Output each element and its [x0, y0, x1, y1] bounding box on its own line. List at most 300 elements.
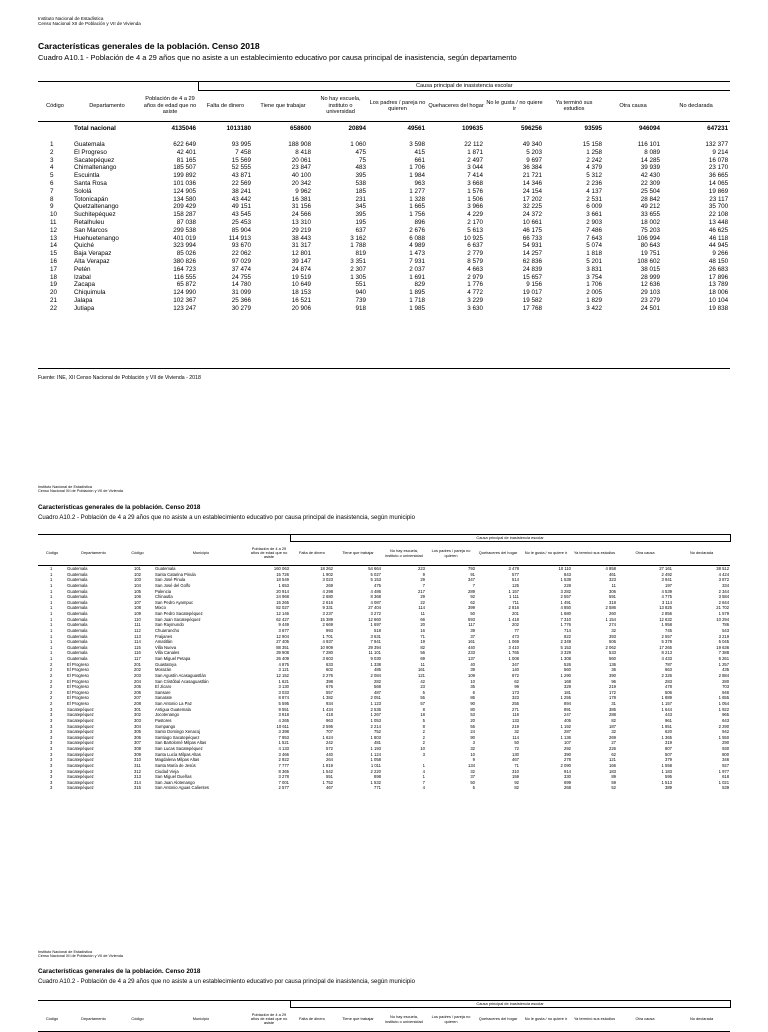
value-cell: 7 777 — [278, 762, 289, 768]
department-code-cell: 3 — [50, 762, 53, 768]
institution-name: Instituto Nacional de Estadística — [38, 16, 104, 21]
value-cell: 8 365 — [278, 768, 289, 774]
value-cell: 24 566 — [291, 211, 312, 219]
value-cell: 5 045 — [718, 639, 730, 645]
table-row — [38, 274, 730, 282]
value-cell: 62 — [611, 751, 616, 757]
value-cell: 219 — [512, 723, 519, 729]
value-cell: 54 664 — [368, 566, 381, 571]
value-cell: 4 875 — [278, 661, 289, 667]
value-cell: 385 — [609, 706, 616, 712]
value-cell: 66 733 — [522, 234, 543, 242]
municipio-code-cell: 309 — [134, 751, 141, 757]
value-cell: 287 — [564, 729, 571, 735]
value-cell: 269 — [609, 734, 616, 740]
department-code-cell: 2 — [50, 689, 53, 695]
value-cell: 49 151 — [231, 203, 252, 211]
value-cell: 4 087 — [370, 599, 381, 605]
value-cell: 24 874 — [291, 265, 312, 273]
value-cell: 8 874 — [278, 695, 289, 701]
value-cell: 1 788 — [350, 242, 367, 250]
department-cell: El Progreso — [67, 701, 89, 706]
value-cell: 81 165 — [176, 156, 197, 164]
municipio-cell: Santa Lucía Milpas Altas — [155, 751, 201, 757]
department-code-cell: 3 — [50, 706, 53, 712]
value-cell: 22 062 — [231, 250, 252, 258]
municipio-code-cell: 305 — [134, 729, 141, 735]
value-cell: 9 030 — [370, 656, 381, 661]
value-cell: 8 368 — [370, 594, 381, 600]
column-header: Quehaceres del hogar — [476, 542, 520, 566]
value-cell: 942 — [722, 729, 730, 735]
value-cell: 87 038 — [176, 218, 197, 226]
department-cell: Suchitepéquez — [74, 211, 116, 219]
value-cell: 1 267 — [370, 712, 381, 718]
value-cell: 22 569 — [231, 179, 252, 187]
value-cell: 124 905 — [173, 187, 197, 195]
value-cell: 223 — [418, 566, 425, 571]
value-cell: 255 — [512, 701, 519, 706]
department-cell: Escuintla — [74, 172, 100, 180]
value-cell: 8 089 — [644, 148, 661, 156]
value-cell: 399 — [468, 605, 475, 611]
value-cell: 560 — [609, 656, 616, 661]
value-cell: 2 586 — [605, 605, 616, 611]
value-cell: 39 939 — [640, 164, 661, 172]
value-cell: 347 — [468, 577, 475, 583]
value-cell: 24 839 — [522, 265, 543, 273]
value-cell: 289 — [468, 588, 475, 594]
value-cell: 39 — [470, 667, 475, 673]
value-cell: 2 005 — [586, 289, 603, 297]
value-cell: 49 212 — [640, 203, 661, 211]
value-cell: 1 058 — [370, 757, 381, 763]
value-cell: 3 398 — [278, 729, 289, 735]
value-cell: 161 — [468, 639, 475, 645]
department-cell: Jutiapa — [74, 304, 95, 312]
municipio-cell: Santo Domingo Xenacoj — [155, 729, 201, 735]
municipio-cell: Sansare — [155, 689, 171, 695]
value-cell: 440 — [468, 644, 475, 650]
value-cell: 745 — [665, 627, 672, 633]
value-cell: 1 154 — [605, 616, 616, 622]
value-cell: 2 — [422, 729, 425, 735]
value-cell: 59 — [611, 779, 616, 785]
value-cell: 271 — [512, 706, 519, 712]
value-cell: 4 937 — [322, 639, 333, 645]
code-cell: 22 — [50, 304, 58, 312]
value-cell: 75 203 — [640, 226, 661, 234]
department-cell: Guatemala — [67, 566, 88, 571]
code-cell: 18 — [50, 273, 58, 281]
value-cell: 36 — [611, 667, 616, 673]
value-cell: 3 478 — [508, 566, 519, 571]
municipio-code-cell: 117 — [134, 656, 141, 661]
table-row — [38, 188, 730, 196]
column-header: Departamento — [72, 91, 142, 122]
department-cell: Sacatepéquez — [74, 156, 115, 164]
value-cell: 10 104 — [708, 296, 729, 304]
value-cell: 24 154 — [522, 187, 543, 195]
municipio-cell: San Cristóbal Acasaguastlán — [155, 678, 209, 684]
value-cell: 17 265 — [659, 644, 672, 650]
value-cell: 7 953 — [278, 734, 289, 740]
municipio-cell: San Miguel Petapa — [155, 656, 191, 661]
value-cell: 290 — [722, 740, 730, 746]
municipio-cell: Santa Catarina Pinula — [155, 571, 196, 577]
value-cell: 3 162 — [350, 234, 367, 242]
value-cell: 72 — [514, 746, 519, 751]
value-cell: 1 706 — [586, 281, 603, 289]
value-cell: 927 — [722, 762, 730, 768]
department-cell: Sololá — [74, 187, 92, 195]
department-cell: Guatemala — [67, 588, 88, 594]
value-cell: 114 913 — [228, 234, 252, 242]
value-cell: 7 310 — [560, 616, 571, 622]
value-cell: 1 665 — [409, 203, 426, 211]
value-cell: 1 053 — [370, 717, 381, 723]
value-cell: 2 616 — [322, 599, 333, 605]
value-cell: 5 — [472, 785, 475, 791]
municipio-cell: San Pedro Ayampuc — [155, 599, 194, 605]
value-cell: 183 — [609, 768, 616, 774]
code-cell: 2 — [50, 148, 54, 156]
department-code-cell: 3 — [50, 768, 53, 774]
value-cell: 9 214 — [712, 148, 729, 156]
municipio-code-cell: 205 — [134, 684, 141, 690]
value-cell: 10 — [470, 751, 475, 757]
value-cell: 19 582 — [522, 296, 543, 304]
value-cell: 2 220 — [370, 768, 381, 774]
value-cell: 1 765 — [508, 650, 519, 656]
department-code-cell: 3 — [50, 712, 53, 718]
value-cell: 166 — [609, 762, 616, 768]
value-cell: 46 625 — [708, 226, 729, 234]
value-cell: 3 282 — [560, 588, 571, 594]
value-cell: 1 655 — [718, 695, 730, 701]
value-cell: 1 257 — [718, 661, 730, 667]
value-cell: 4 — [422, 785, 425, 791]
value-cell: 82 027 — [276, 605, 289, 611]
municipio-code-cell: 201 — [134, 661, 141, 667]
value-cell: 2 536 — [370, 706, 381, 712]
value-cell: 2 577 — [278, 785, 289, 791]
value-cell: 57 — [420, 701, 425, 706]
value-cell: 82 — [514, 785, 519, 791]
value-cell: 6 261 — [718, 656, 730, 661]
value-cell: 1 819 — [322, 762, 333, 768]
value-cell: 3 023 — [322, 577, 333, 583]
code-cell: 7 — [50, 187, 54, 195]
value-cell: 16 078 — [708, 156, 729, 164]
column-header: Municipio — [154, 1008, 248, 1032]
department-cell: Sacatepéquez — [67, 746, 94, 751]
value-cell: 90 — [470, 701, 475, 706]
value-cell: 201 — [512, 611, 519, 616]
department-code-cell: 1 — [50, 656, 53, 661]
value-cell: 620 — [665, 729, 672, 735]
value-cell: 2 214 — [370, 723, 381, 729]
value-cell: 6 009 — [586, 203, 603, 211]
value-cell: 161 — [418, 667, 425, 673]
department-cell: Jalapa — [74, 296, 93, 304]
value-cell: 97 029 — [231, 257, 252, 265]
municipio-code-cell: 115 — [134, 644, 141, 650]
municipio-code-cell: 114 — [134, 639, 141, 645]
municipio-cell: Antigua Guatemala — [155, 706, 191, 712]
column-header: Los padres / pareja no quieren — [426, 1008, 476, 1032]
value-cell: 4 133 — [278, 746, 289, 751]
table-row — [38, 164, 730, 172]
value-cell: 114 — [418, 605, 425, 611]
value-cell: 20 342 — [291, 179, 312, 187]
value-cell: 109 — [468, 672, 475, 678]
department-cell: Guatemala — [67, 650, 88, 656]
value-cell: 20 914 — [276, 588, 289, 594]
value-cell: 483 — [355, 164, 367, 172]
value-cell: 10 — [470, 678, 475, 684]
department-cell: Sacatepéquez — [67, 768, 94, 774]
code-cell: 20 — [50, 289, 58, 297]
value-cell: 4 433 — [661, 656, 672, 661]
value-cell: 101 036 — [173, 179, 197, 187]
table-row — [38, 203, 730, 211]
value-cell: 1 621 — [278, 678, 289, 684]
table-row — [38, 149, 730, 157]
municipio-cell: Jocotenango — [155, 712, 179, 718]
code-cell — [38, 122, 72, 137]
value-cell: 1 011 — [370, 762, 381, 768]
value-cell: 485 — [374, 667, 381, 673]
column-header: Los padres / pareja no quieren — [426, 542, 476, 566]
value-cell: 3 818 — [278, 712, 289, 718]
page-3 — [0, 950, 768, 1026]
value-cell: 53 — [470, 712, 475, 718]
column-header: Tiene que trabajar — [253, 91, 313, 122]
page-title: Características generales de la población. Censo 2018 — [38, 504, 201, 511]
value-cell: 896 — [414, 218, 426, 226]
value-cell: 1 418 — [508, 616, 519, 622]
value-cell: 23 279 — [640, 296, 661, 304]
value-cell: 1 491 — [560, 599, 571, 605]
value-cell: 330 — [564, 774, 571, 780]
table-row — [38, 266, 730, 274]
department-cell: Guatemala — [67, 594, 88, 600]
value-cell: 19 838 — [708, 304, 729, 312]
value-cell: 1 576 — [467, 187, 484, 195]
value-cell: 440 — [326, 751, 333, 757]
municipio-cell: Santiago Sacatepéquez — [155, 734, 200, 740]
value-cell: 1 958 — [661, 622, 672, 628]
value-cell: 5 — [422, 689, 425, 695]
value-cell: 2 090 — [560, 762, 571, 768]
table-subtitle: Cuadro A10.1 - Población de 4 a 29 años que no asiste a un establecimiento educativo por causa principal de inasistencia, según departamento — [38, 53, 517, 62]
value-cell: 1 473 — [409, 250, 426, 258]
value-cell: 24 755 — [231, 273, 252, 281]
column-header: Población de 4 a 29 años de edad que no asiste — [248, 1008, 290, 1032]
department-code-cell: 1 — [50, 616, 53, 622]
value-cell: 10 925 — [463, 234, 484, 242]
department-cell: Total nacional — [74, 125, 116, 132]
value-cell: 199 892 — [173, 172, 197, 180]
value-cell: 28 842 — [640, 195, 661, 203]
value-cell: 918 — [355, 304, 367, 312]
value-cell: 92 — [514, 779, 519, 785]
department-cell: Chiquimula — [74, 289, 106, 297]
municipio-cell: San Miguel Dueñas — [155, 774, 192, 780]
value-cell: 961 — [665, 717, 672, 723]
value-cell: 1 — [422, 774, 425, 780]
value-cell: 1 054 — [718, 701, 730, 706]
municipio-code-cell: 310 — [134, 757, 141, 763]
value-cell: 2 170 — [467, 218, 484, 226]
column-header: Departamento — [66, 542, 121, 566]
value-cell: 1 653 — [278, 582, 289, 588]
value-cell: 16 381 — [291, 195, 312, 203]
municipio-code-cell: 311 — [134, 762, 141, 768]
institution-header — [38, 485, 123, 494]
value-cell: 56 — [420, 650, 425, 656]
department-cell: Guatemala — [67, 577, 88, 583]
municipio-code-cell: 113 — [134, 633, 141, 639]
department-cell: San Marcos — [74, 226, 108, 234]
value-cell: 168 — [564, 678, 571, 684]
value-cell: 52 — [611, 785, 616, 791]
department-cell: Chimaltenango — [74, 164, 117, 172]
department-code-cell: 3 — [50, 751, 53, 757]
value-cell: 596256 — [521, 125, 543, 132]
department-code-cell: 3 — [50, 785, 53, 791]
table-row — [38, 211, 730, 219]
department-cell: Sacatepéquez — [67, 712, 94, 718]
municipio-cell: Ciudad Vieja — [155, 768, 179, 774]
municipio-table-continued — [38, 1000, 731, 1032]
municipio-cell: Sumpango — [155, 723, 176, 729]
value-cell: 676 — [326, 684, 333, 690]
value-cell: 32 — [514, 729, 519, 735]
value-cell: 62 — [470, 599, 475, 605]
value-cell: 1 902 — [322, 571, 333, 577]
department-cell: Alta Verapaz — [74, 257, 110, 265]
value-cell: 1 305 — [350, 273, 367, 281]
value-cell: 38 512 — [716, 566, 730, 571]
value-cell: 226 — [609, 746, 616, 751]
census-name: Censo Nacional XII de Población y VII de Vivienda — [38, 489, 123, 494]
department-code-cell: 3 — [50, 729, 53, 735]
value-cell: 1 157 — [508, 588, 519, 594]
value-cell: 475 — [374, 582, 381, 588]
column-header: Ya terminó sus estudios — [572, 542, 617, 566]
value-cell: 102 367 — [173, 296, 197, 304]
department-code-cell: 2 — [50, 667, 53, 673]
municipio-cell: San Lucas Sacatepéquez — [155, 746, 203, 751]
value-cell: 390 — [609, 672, 616, 678]
institution-name: Instituto Nacional de Estadística — [38, 950, 93, 954]
municipio-code-cell: 315 — [134, 785, 141, 791]
value-cell: 393 — [609, 633, 616, 639]
value-cell: 443 — [665, 712, 672, 718]
code-cell: 8 — [50, 195, 54, 203]
value-cell: 475 — [355, 148, 367, 156]
value-cell: 2 242 — [586, 156, 603, 164]
value-cell: 1 255 — [560, 695, 571, 701]
value-cell: 114 — [512, 734, 519, 740]
department-cell: Guatemala — [67, 605, 88, 611]
value-cell: 9 697 — [526, 156, 543, 164]
value-cell: 260 — [609, 611, 616, 616]
column-header: Falta de dinero — [198, 91, 253, 122]
value-cell: 85 904 — [231, 226, 252, 234]
department-code-cell: 1 — [50, 577, 53, 583]
value-cell: 39 908 — [276, 650, 289, 656]
value-cell: 9 156 — [526, 281, 543, 289]
value-cell: 1 889 — [661, 695, 672, 701]
value-cell: 7 643 — [586, 234, 603, 242]
value-cell: 963 — [414, 179, 426, 187]
value-cell: 1 277 — [409, 187, 426, 195]
value-cell: 164 723 — [173, 265, 197, 273]
value-cell: 487 — [374, 689, 381, 695]
value-cell: 3 630 — [467, 304, 484, 312]
department-code-cell: 1 — [50, 627, 53, 633]
municipio-cell: Morazán — [155, 667, 172, 673]
value-cell: 55 — [470, 723, 475, 729]
institution-header — [38, 950, 123, 959]
value-cell: 1 069 — [508, 639, 519, 645]
department-cell: El Progreso — [67, 684, 89, 690]
code-cell: 10 — [50, 211, 58, 219]
value-cell: 247 — [564, 712, 571, 718]
value-cell: 7 458 — [235, 148, 252, 156]
value-cell: 31 099 — [231, 289, 252, 297]
column-header: Otra causa — [617, 1008, 673, 1032]
value-cell: 25 504 — [640, 187, 661, 195]
column-header: Otra causa — [604, 91, 662, 122]
municipio-code-cell: 207 — [134, 695, 141, 701]
code-cell: 19 — [50, 281, 58, 289]
municipio-code-cell: 103 — [134, 577, 141, 583]
value-cell: 48 150 — [708, 257, 729, 265]
column-header: Código — [121, 542, 154, 566]
value-cell: 1 776 — [560, 622, 571, 628]
value-cell: 2 680 — [322, 594, 333, 600]
value-cell: 132 377 — [705, 141, 729, 148]
department-cell: Quetzaltenango — [74, 203, 119, 211]
municipio-code-cell: 208 — [134, 701, 141, 706]
department-code-cell: 3 — [50, 717, 53, 723]
value-cell: 42 — [420, 678, 425, 684]
value-cell: 9 266 — [712, 250, 729, 258]
column-header: Quehaceres del hogar — [427, 91, 485, 122]
value-cell: 21 702 — [716, 605, 730, 611]
column-header: Código — [121, 1008, 154, 1032]
value-cell: 2 236 — [586, 179, 603, 187]
value-cell: 934 — [326, 701, 333, 706]
value-cell: 793 — [468, 566, 475, 571]
value-cell: 5 027 — [370, 571, 381, 577]
value-cell: 37 474 — [231, 265, 252, 273]
value-cell: 507 — [665, 751, 672, 757]
municipio-code-cell: 302 — [134, 712, 141, 718]
value-cell: 7 486 — [586, 226, 603, 234]
value-cell: 4 424 — [718, 571, 730, 577]
department-cell: Baja Verapaz — [74, 250, 112, 258]
value-cell: 323 — [609, 577, 616, 583]
value-cell: 593 — [468, 616, 475, 622]
value-cell: 435 — [722, 667, 730, 673]
value-cell: 526 — [564, 661, 571, 667]
page-title: Características generales de la población. Censo 2018 — [38, 968, 201, 975]
